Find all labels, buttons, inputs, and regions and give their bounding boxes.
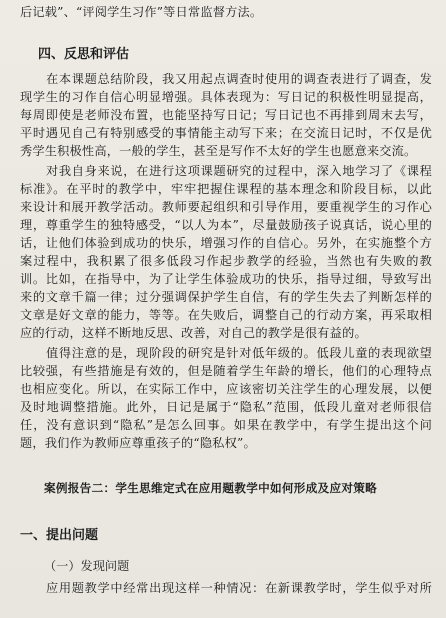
paragraph-line: 训。比如，在指导中，为了让学生体验成功的快乐，指导过细，导致写出 <box>20 272 432 286</box>
paragraph-line: 任，没有意识到“隐私”是怎么回事。如果在教学中，有学生提出这个问 <box>20 418 432 432</box>
paragraph-line: 题，我们作为教师应尊重孩子的“隐私权”。 <box>20 436 256 450</box>
subsection-heading: （一）发现问题 <box>44 559 130 573</box>
paragraph-line: 平时遇见自己有特别感受的事情能主动写下来；在交流日记时，不仅是优 <box>20 126 432 140</box>
paragraph-line: 也相应变化。所以，在实际工作中，应该密切关注学生的心理发展，以便 <box>20 382 432 396</box>
text-line: 后记载”、“评阅学生习作”等日常监督方法。 <box>20 5 263 19</box>
paragraph-line: 来设计和展开教学活动。教师要起组织和引导作用，要重视学生的习作心 <box>20 200 432 214</box>
paragraph-line: 现学生的习作自信心明显增强。具体表现为：写日记的积极性明显提高， <box>20 90 432 104</box>
section-heading-problem: 一、提出问题 <box>20 528 99 543</box>
paragraph-line: 应的行动，这样不断地反思、改善，对自己的教学是很有益的。 <box>20 326 367 340</box>
paragraph-line: 值得注意的是，现阶段的研究是针对低年级的。低段儿童的表现欲望 <box>46 346 432 360</box>
paragraph-line: 案过程中，我积累了很多低段习作起步教学的经验，当然也有失败的教 <box>20 254 432 268</box>
paragraph-line: 在本课题总结阶段，我又用起点调查时使用的调查表进行了调查，发 <box>46 72 432 86</box>
section-heading-reflection: 四、反思和评估 <box>38 47 130 62</box>
paragraph-line: 来的文章千篇一律；过分强调保护学生自信，有的学生失去了判断怎样的 <box>20 290 432 304</box>
paragraph-line: 文章是好文章的能力，等等。在失败后，调整自己的行动方案，再采取相 <box>20 308 432 322</box>
paragraph-line: 对我自身来说，在进行这项课题研究的过程中，深入地学习了《课程 <box>46 164 432 178</box>
paragraph-line: 标准》。在平时的教学中，牢牢把握住课程的基本理念和阶段目标，以此 <box>20 182 432 196</box>
paragraph-line: 秀学生积极性高，一般的学生，甚至是写作不太好的学生也愿意来交流。 <box>20 144 417 158</box>
paragraph-line: 话，让他们体验到成功的快乐，增强习作的自信心。另外，在实施整个方 <box>20 236 432 250</box>
paragraph-line: 应用题教学中经常出现这样一种情况：在新课教学时，学生似乎对所 <box>46 581 432 595</box>
case-report-title: 案例报告二：学生思维定式在应用题教学中如何形成及应对策略 <box>44 481 378 495</box>
paragraph-line: 理，尊重学生的独特感受，“以人为本”，尽量鼓励孩子说真话，说心里的 <box>20 218 432 232</box>
paragraph-line: 及时地调整措施。此外，日记是属于“隐私”范围，低段儿童对老师很信 <box>20 400 432 414</box>
paragraph-line: 比较强，有些措施是有效的，但是随着学生年龄的增长，他们的心理特点 <box>20 364 432 378</box>
paragraph-line: 每周即使是老师没布置，也能坚持写日记；写日记也不再排到周末去写， <box>20 108 432 122</box>
